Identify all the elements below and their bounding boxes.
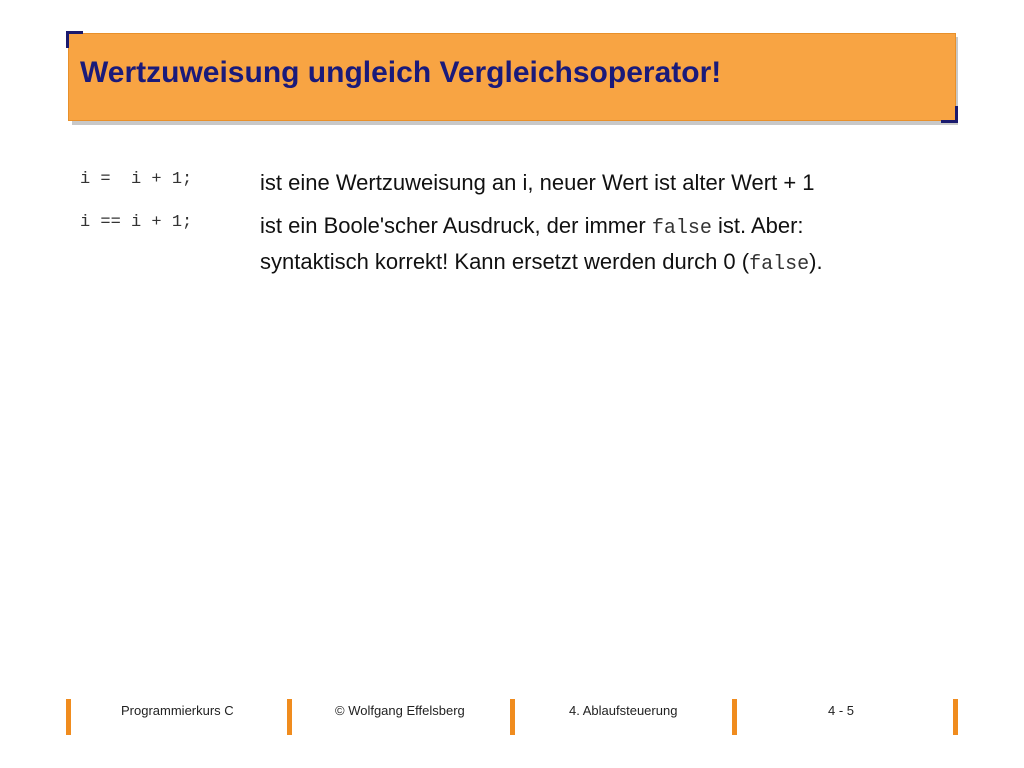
description-comparison — [260, 209, 960, 281]
footer-divider — [953, 699, 958, 735]
title-corner-top-left — [66, 31, 83, 48]
description-assignment — [260, 166, 960, 199]
description-line-1 — [260, 209, 960, 245]
footer-page-number: 4 - 5 — [828, 703, 855, 718]
code-snippet-comparison: i == i + 1; — [80, 213, 193, 232]
description-line-2 — [260, 245, 960, 281]
title-corner-bottom-right — [941, 106, 958, 123]
footer-divider — [66, 699, 71, 735]
description-text: ist ein Boole'scher Ausdruck, der immer — [260, 213, 652, 238]
footer-divider — [510, 699, 515, 735]
description-text: ist. Aber: — [711, 213, 804, 238]
footer-chapter: 4. Ablaufsteuerung — [569, 703, 678, 718]
footer-course: Programmierkurs C — [121, 703, 234, 718]
keyword-false: false — [651, 217, 712, 240]
description-text: syntaktisch korrekt! Kann ersetzt werden durch 0 ( — [260, 249, 750, 274]
footer-divider — [732, 699, 737, 735]
slide-title: Wertzuweisung ungleich Vergleichsoperator! — [80, 56, 722, 89]
description-text: ). — [809, 249, 823, 274]
code-snippet-assignment: i = i + 1; — [80, 170, 193, 189]
description-text: ist eine Wertzuweisung an i, neuer Wert ist alter Wert + 1 — [260, 170, 815, 195]
keyword-false: false — [749, 253, 810, 276]
footer-divider — [287, 699, 292, 735]
footer-author: © Wolfgang Effelsberg — [335, 703, 465, 718]
